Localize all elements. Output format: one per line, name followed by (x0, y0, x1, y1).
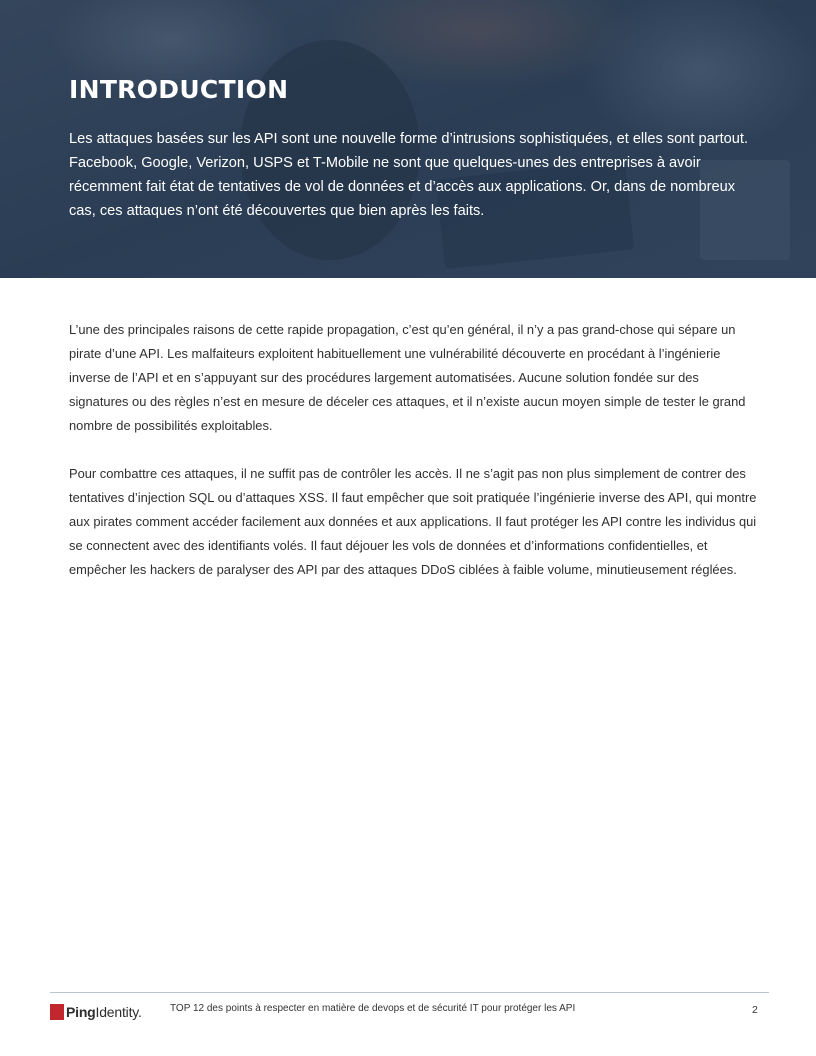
logo-wordmark-bold: Ping (66, 1004, 96, 1020)
logo-wordmark (66, 1004, 142, 1020)
footer-document-title: TOP 12 des points à respecter en matière de devops et de sécurité IT pour protéger les API (170, 1003, 576, 1014)
logo-square-icon (50, 1004, 64, 1020)
page-title: INTRODUCTION (69, 75, 289, 104)
body-paragraph: Pour combattre ces attaques, il ne suffit pas de contrôler les accès. Il ne s’agit pas non plus simplement de contrer des tentatives d’injection SQL ou d’attaques XSS. Il faut empêcher que soit pratiquée l’ingénierie inverse des API, qui montre aux pirates comment accéder facilement aux données et aux applications. Il faut protéger les API contre les individus qui se connectent avec des identifiants volés. Il faut déjouer les vols de données et d’informations confidentielles, et empêcher les hackers de paralyser des API par des attaques DDoS ciblées à faible volume, minutieusement réglées. (69, 466, 757, 577)
logo-wordmark-light: Identity. (95, 1004, 142, 1020)
body-paragraph: L’une des principales raisons de cette rapide propagation, c’est qu’en général, il n’y a pas grand-chose qui sépare un pirate d’une API. Les malfaiteurs exploitent habituellement une vulnérabilité découverte en procédant à l’ingénierie inverse de l’API et en s’appuyant sur des procédures largement automatisées. Aucune solution fondée sur des signatures ou des règles n’est en mesure de déceler ces attaques, et il n’existe aucun moyen simple de tester le grand nombre de possibilités exploitables. (69, 322, 746, 433)
intro-paragraph: Les attaques basées sur les API sont une nouvelle forme d’intrusions sophistiquées, et elles sont partout. Facebook, Google, Verizon, USPS et T-Mobile ne sont que quelques-unes des entreprises à avoir récemment fait état de tentatives de vol de données et d’accès aux applications. Or, dans de nombreux cas, ces attaques n’ont été découvertes que bien après les faits. (69, 131, 749, 219)
ping-identity-logo (50, 1003, 142, 1021)
footer-divider (50, 992, 769, 993)
page-number: 2 (752, 1004, 758, 1016)
hero-banner (0, 0, 816, 278)
body-content (69, 318, 759, 606)
